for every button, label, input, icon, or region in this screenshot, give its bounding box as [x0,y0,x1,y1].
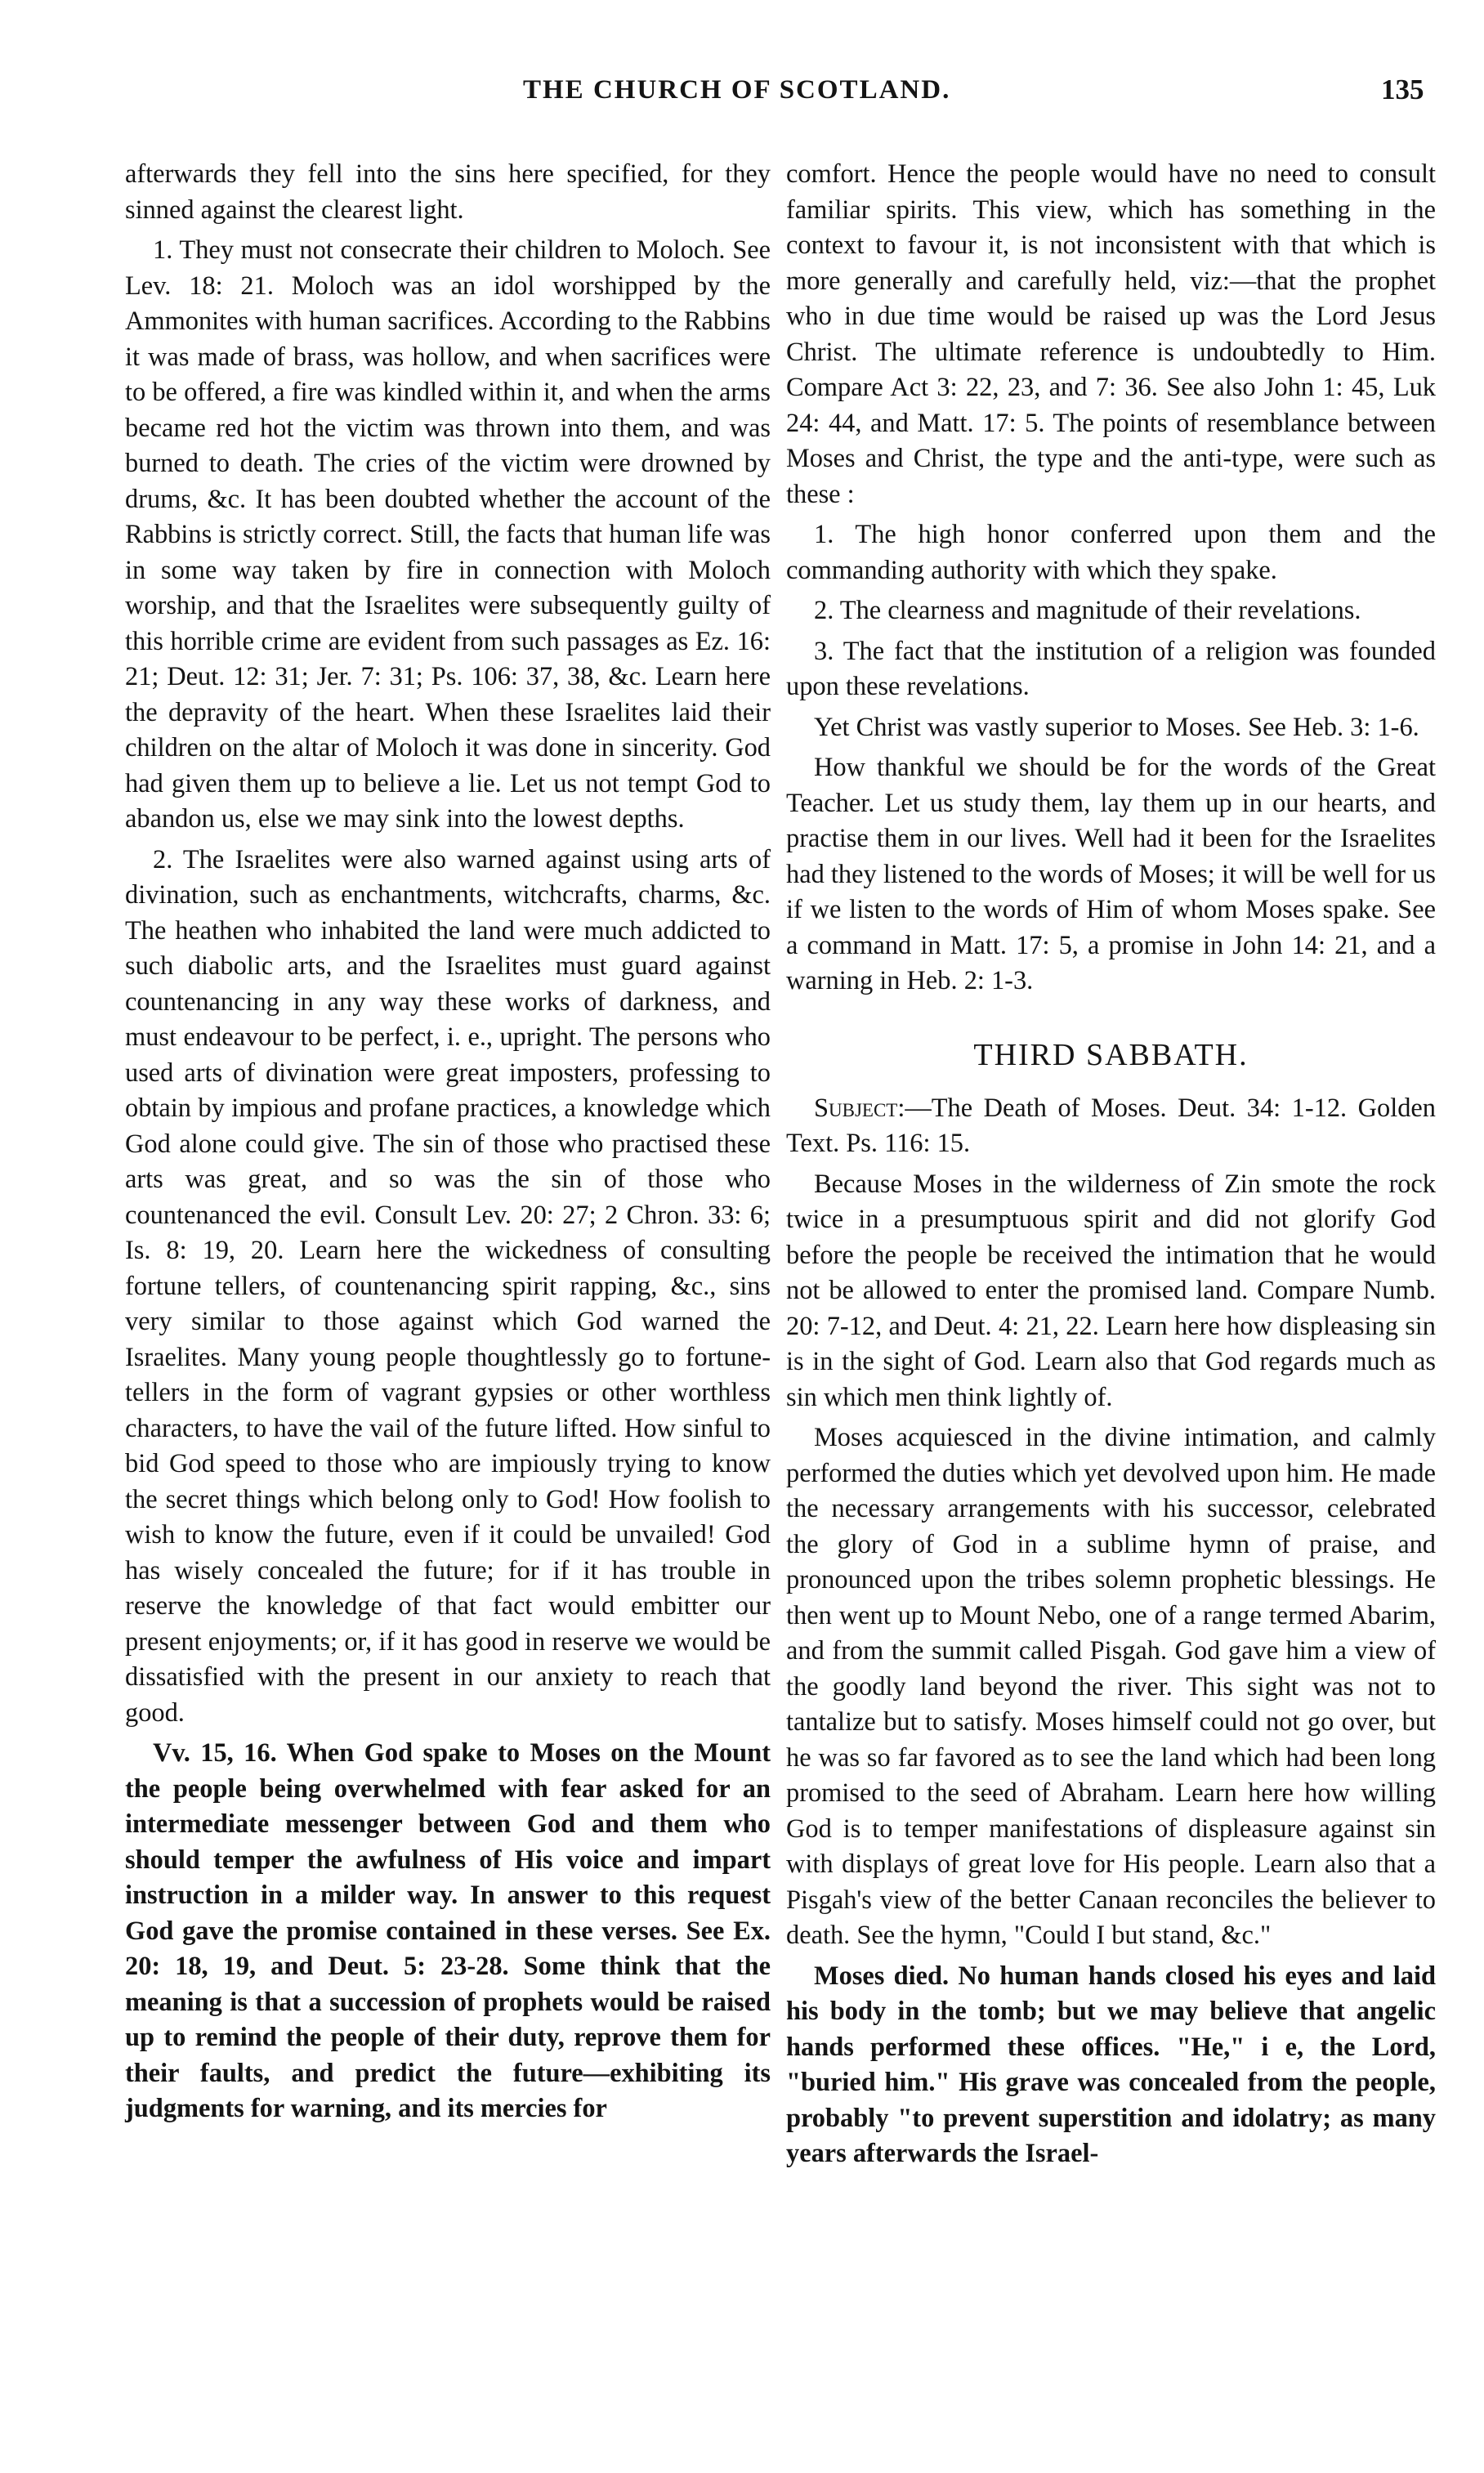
paragraph: 1. They must not consecrate their children to Moloch. See Lev. 18: 21. Moloch was an idol worshipped by the Ammonites with human sacrifices. According to the Rabbins it was made of brass, was hollow, and when sacrifices were to be offered, a fire was kindled within it, and when the arms became red hot the victim was thrown into them, and was burned to death. The cries of the victim were drowned by drums, &c. It has been doubted whether the account of the Rabbins is strictly correct. Still, the facts that human life was in some way taken by fire in connection with Moloch worship, and that the Israelites were subsequently guilty of this horrible crime are evident from such passages as Ez. 16: 21; Deut. 12: 31; Jer. 7: 31; Ps. 106: 37, 38, &c. Learn here the depravity of the heart. When these Israelites laid their children on the altar of Moloch it was done in sincerity. God had given them up to believe a lie. Let us not tempt God to abandon us, else we may sink into the lowest depths. [125,235,771,834]
section-heading: THIRD SABBATH. [973,1037,1249,1072]
paragraph: Moses died. No human hands closed his eyes and laid his body in the tomb; but we may believe that angelic hands performed these offices. "He," i e, the Lord, "buried him." His grave was concealed from the people, probably "to prevent superstition and idolatry; as many years afterwards the Israel- [786,1961,1436,2168]
running-head-title: THE CHURCH OF SCOTLAND. [523,75,951,105]
left-column [125,157,771,2132]
paragraph: 3. The fact that the institution of a religion was founded upon these revelations. [786,636,1436,701]
paragraph: 2. The clearness and magnitude of their revelations. [814,596,1361,625]
paragraph: 1. The high honor conferred upon them and the commanding authority with which they spake. [786,520,1436,585]
subject-line [786,1091,1436,1162]
paragraph: 2. The Israelites were also warned against using arts of divination, such as enchantments, witchcrafts, charms, &c. The heathen who inhabited the land were much addicted to such diabolic arts, and the Israelites must guard against countenancing in any way these works of darkness, and must endeavour to be perfect, i. e., upright. The persons who used arts of divination were great imposters, professing to obtain by impious and profane practices, a knowledge which God alone could give. The sin of those who practised these arts was great, and so was the sin of those who countenanced the evil. Consult Lev. 20: 27; 2 Chron. 33: 6; Is. 8: 19, 20. Learn here the wickedness of consulting fortune tellers, of countenancing spirit rapping, &c., sins very similar to those against which God warned the Israelites. Many young people thoughtlessly go to fortune-tellers in the form of vagrant gypsies or other worthless characters, to have the vail of the future lifted. How sinful to bid God speed to those who are impiously trying to know the secret things which belong only to God! How foolish to wish to know the future, even if it could be unvailed! God has wisely concealed the future; for if it has trouble in reserve the knowledge of that fact would embitter our present enjoyments; or, if it has good in reserve we would be dissatisfied with the present in our anxiety to reach that good. [125,844,771,1728]
paragraph: Vv. 15, 16. When God spake to Moses on the Mount the people being overwhelmed with fear asked for an intermediate messenger between God and them who should temper the awfulness of His voice and impart instruction in a milder way. In answer to this request God gave the promise contained in these verses. See Ex. 20: 18, 19, and Deut. 5: 23-28. Some think that the meaning is that a succession of prophets would be raised up to remind the people of their duty, reprove them for their faults, and predict the future—exhibiting its judgments for warning, and its mercies for [125,1738,771,2123]
paragraph: How thankful we should be for the words of the Great Teacher. Let us study them, lay them up in our hearts, and practise them in our lives. Well had it been for the Israelites had they listened to the words of Moses; it will be well for us if we listen to the words of Him of whom Moses spake. See a command in Matt. 17: 5, a promise in John 14: 21, and a warning in Heb. 2: 1-3. [786,753,1436,995]
paragraph: Yet Christ was vastly superior to Moses. See Heb. 3: 1-6. [814,712,1419,742]
page-number: 135 [1381,74,1424,105]
paragraph: comfort. Hence the people would have no need to consult familiar spirits. This view, which has something in the context to favour it, is not inconsistent with that which is more generally and carefully held, viz:—that the prophet who in due time would be raised up was the Lord Jesus Christ. The ultimate reference is undoubtedly to Him. Compare Act 3: 22, 23, and 7: 36. See also John 1: 45, Luk 24: 44, and Matt. 17: 5. The points of resemblance between Moses and Christ, the type and the anti-type, were such as these : [786,159,1436,509]
right-column [786,157,1436,2177]
paragraph: afterwards they fell into the sins here specified, for they sinned against the clearest light. [125,159,771,225]
paragraph: Moses acquiesced in the divine intimation, and calmly performed the duties which yet devolved upon him. He made the necessary arrangements with his successor, celebrated the glory of God in a sublime hymn of praise, and pronounced upon the tribes solemn prophetic blessings. He then went up to Mount Nebo, one of a range termed Abarim, and from the summit called Pisgah. God gave him a view of the goodly land beyond the river. This sight was not to tantalize but to satisfy. Moses himself could not go over, but he was so far favored as to see the land which had been long promised to the seed of Abraham. Learn here how willing God is to temper manifestations of displeasure against sin with displays of great love for His people. Learn also that a Pisgah's view of the better Canaan reconciles the believer to death. See the hymn, "Could I but stand, &c." [786,1423,1436,1950]
subject-label: Subject: [814,1093,905,1123]
paragraph: Because Moses in the wilderness of Zin smote the rock twice in a presumptuous spirit and did not glorify God before the people be received the intimation that he would not be allowed to enter the promised land. Compare Numb. 20: 7-12, and Deut. 4: 21, 22. Learn here how displeasing sin is in the sight of God. Learn also that God regards much as sin which men think lightly of. [786,1169,1436,1412]
subject-text: —The Death of Moses. Deut. 34: 1-12. Golden Text. Ps. 116: 15. [786,1093,1436,1158]
